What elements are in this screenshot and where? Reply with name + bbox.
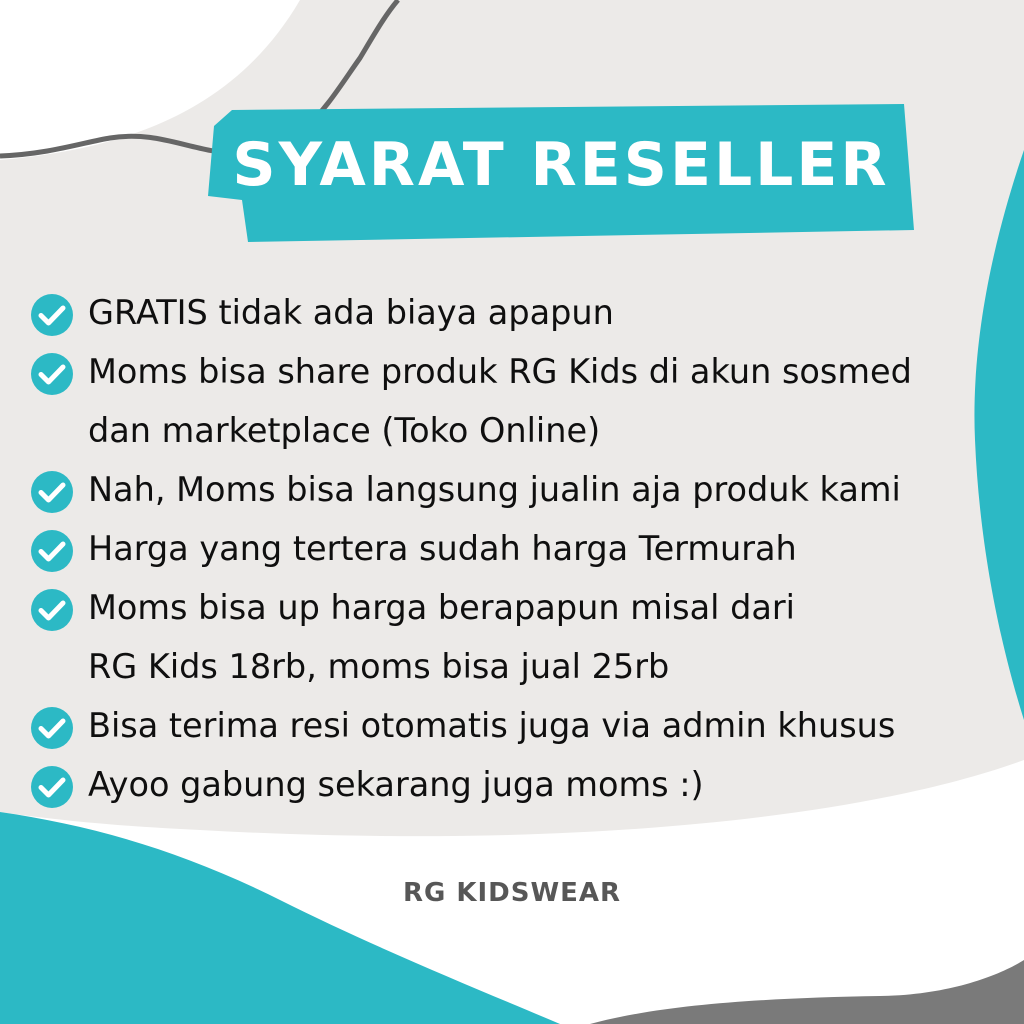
brand-footer: RG KIDSWEAR [402,878,622,908]
requirements-list [30,283,990,814]
list-item-text: Ayoo gabung sekarang juga moms :) [88,765,704,804]
list-item-text: Nah, Moms bisa langsung jualin aja produk kami [88,470,901,509]
bottom-gray-band [590,960,1024,1024]
list-item [30,578,990,696]
check-circle-icon [30,352,74,396]
list-item-text: Moms bisa up harga berapapun misal dari RG Kids 18rb, moms bisa jual 25rb [88,588,795,686]
list-item [30,460,990,519]
check-circle-icon [30,470,74,514]
check-circle-icon [30,293,74,337]
list-item-text: Harga yang tertera sudah harga Termurah [88,529,797,568]
title-banner [208,104,914,242]
list-item [30,755,990,814]
list-item [30,283,990,342]
check-circle-icon [30,765,74,809]
check-circle-icon [30,588,74,632]
list-item [30,342,990,460]
bottom-teal-shape [0,812,560,1024]
page-title: SYARAT RESELLER [232,130,890,200]
check-circle-icon [30,706,74,750]
list-item-text: GRATIS tidak ada biaya apapun [88,293,614,332]
list-item [30,696,990,755]
check-circle-icon [30,529,74,573]
list-item [30,519,990,578]
list-item-text: Bisa terima resi otomatis juga via admin khusus [88,706,896,745]
list-item-text: Moms bisa share produk RG Kids di akun sosmed dan marketplace (Toko Online) [88,352,912,450]
